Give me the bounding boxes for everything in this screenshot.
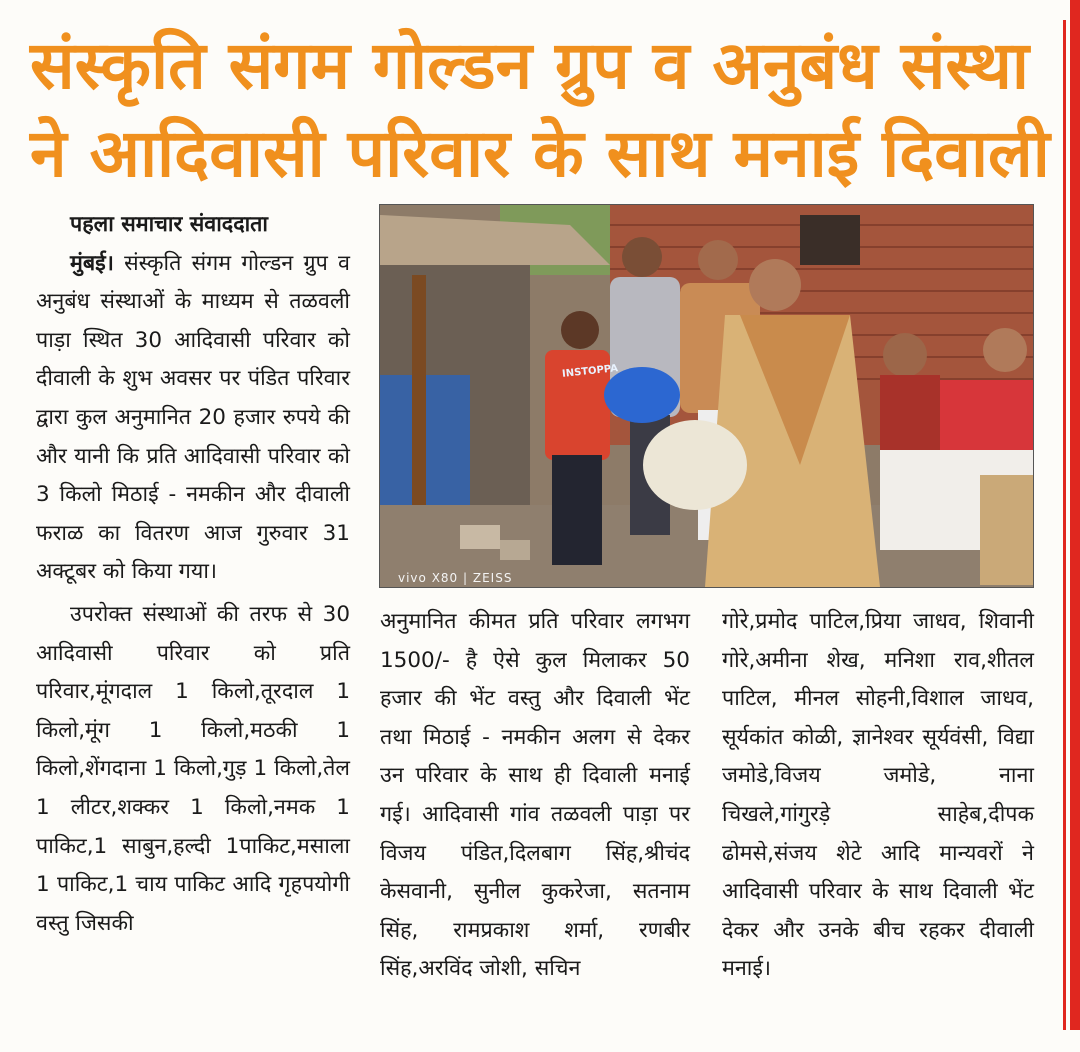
page-edge-red-bar xyxy=(1070,0,1080,1030)
headline-line-2: ने आदिवासी परिवार के साथ मनाई दिवाली xyxy=(30,115,1050,192)
paragraph-2: उपरोक्त संस्थाओं की तरफ से 30 आदिवासी परिवार को प्रति परिवार,मूंगदाल 1 किलो,तूरदाल 1 किलो,मूंग 1 किलो,मठकी 1 किलो,शेंगदाना 1 किलो,गुड़ 1 किलो,तेल 1 लीटर,शक्कर 1 किलो,नमक 1 पाकिट,1 साबुन,हल्दी 1पाकिट,मसाला 1 पाकिट,1 चाय पाकिट आदि गृहपयोगी वस्तु जिसकी xyxy=(36,601,350,936)
article-column-3 xyxy=(722,603,1034,989)
byline: पहला समाचार संवाददाता xyxy=(70,212,269,237)
article-column-2 xyxy=(380,603,690,989)
column-2-text: अनुमानित कीमत प्रति परिवार लगभग 1500/- है ऐसे कुल मिलाकर 50 हजार की भेंट वस्तु और दिवाली भेंट तथा मिठाई - नमकीन अलग से देकर उन परिवार के साथ ही दिवाली मनाई गई। आदिवासी गांव तळवली पाड़ा पर विजय पंडित,दिलबाग सिंह,श्रीचंद केसवानी, सुनील कुकरेजा, सतनाम सिंह, रामप्रकाश शर्मा, रणबीर सिंह,अरविंद जोशी, सचिन xyxy=(380,609,690,982)
page-edge-red-rule xyxy=(1063,20,1066,1030)
photo-watermark: vivo X80 | ZEISS xyxy=(398,571,513,585)
photo-shirt-text: INSTOPPA xyxy=(561,363,619,380)
paragraph-1-text: संस्कृति संगम गोल्डन ग्रुप व अनुबंध संस्थाओं के माध्यम से तळवली पाड़ा स्थित 30 आदिवासी परिवार को दीवाली के शुभ अवसर पर पंडित परिवार द्वारा कुल अनुमानित 20 हजार रुपये की और यानी कि प्रति आदिवासी परिवार को 3 किलो मिठाई - नमकीन और दीवाली फराळ का वितरण आज गुरुवार 31 अक्टूबर को किया गया। xyxy=(36,250,351,585)
headline xyxy=(30,22,1050,198)
article-column-1 xyxy=(36,206,350,943)
paragraph-1 xyxy=(36,245,350,592)
photo-illustration xyxy=(380,205,1033,587)
headline-line-1: संस्कृति संगम गोल्डन ग्रुप व अनुबंध संस्था xyxy=(30,27,1029,104)
news-photo xyxy=(379,204,1034,588)
dateline: मुंबई। xyxy=(70,250,114,276)
column-3-text: गोरे,प्रमोद पाटिल,प्रिया जाधव, शिवानी गोरे,अमीना शेख, मनिशा राव,शीतल पाटिल, मीनल सोहनी,विशाल जाधव, सूर्यकांत कोळी, ज्ञानेश्वर सूर्यवंसी, विद्या जमोडे,विजय जमोडे, नाना चिखले,गांगुरड़े साहेब,दीपक ढोमसे,संजय शेटे आदि मान्यवरों ने आदिवासी परिवार के साथ दिवाली भेंट देकर और उनके बीच रहकर दीवाली मनाई। xyxy=(722,609,1034,982)
